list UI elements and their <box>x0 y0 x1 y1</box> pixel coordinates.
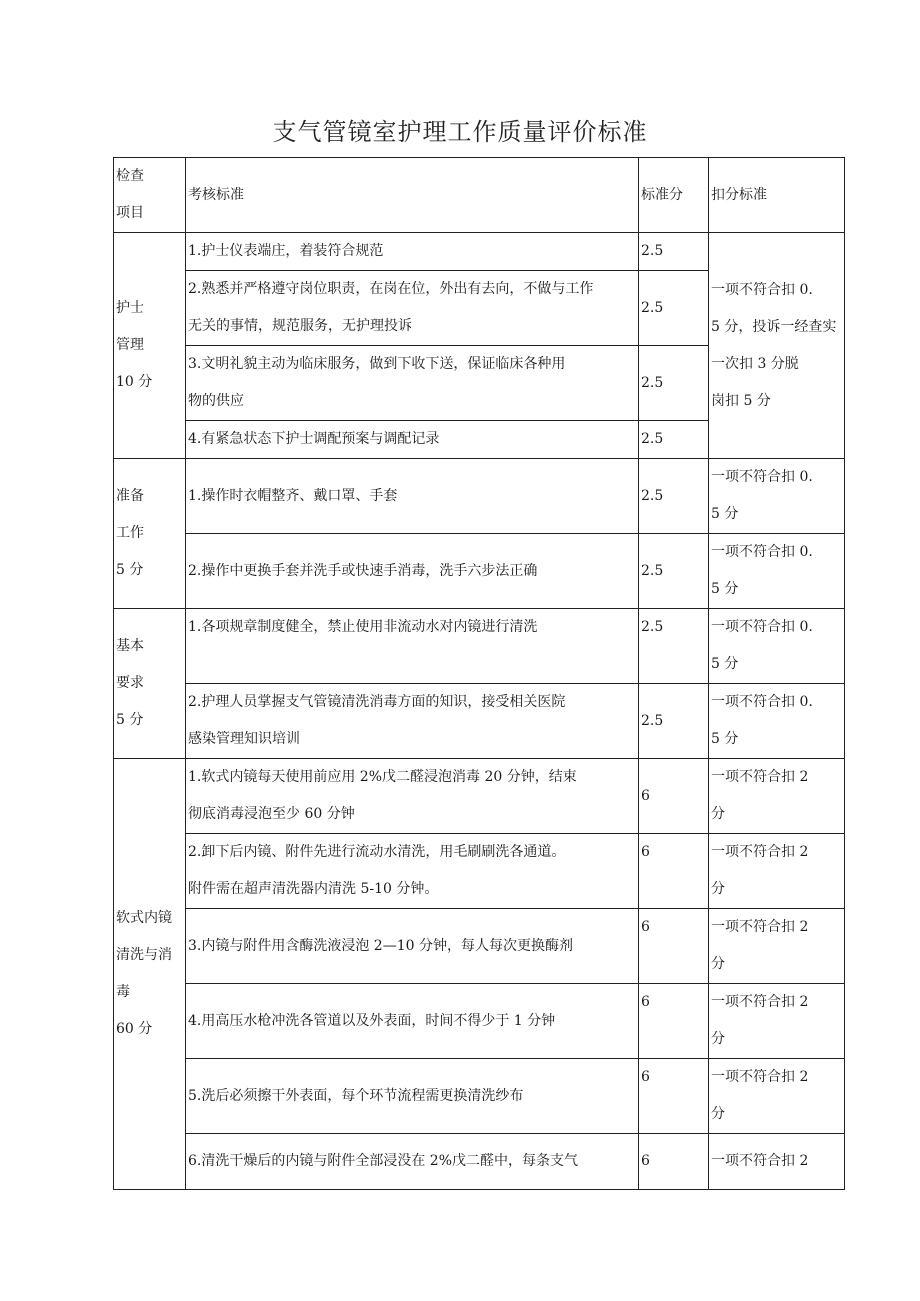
score-cell: 2.5 <box>639 271 709 346</box>
criteria-cell: 5.洗后必须擦干外表面，每个环节流程需更换清洗纱布 <box>186 1059 639 1134</box>
deduction-cell: 一项不符合扣 0. 5 分，投诉一经查实 一次扣 3 分脱 岗扣 5 分 <box>709 233 845 459</box>
score-cell: 2.5 <box>639 684 709 759</box>
score-cell: 6 <box>639 834 709 909</box>
criteria-cell: 2.卸下后内镜、附件先进行流动水清洗，用毛刷刷洗各通道。 附件需在超声清洗器内清洗 5-10 分钟。 <box>186 834 639 909</box>
criteria-cell: 4.用高压水枪冲洗各管道以及外表面，时间不得少于 1 分钟 <box>186 984 639 1059</box>
score-cell: 6 <box>639 1134 709 1190</box>
table-row <box>114 233 845 271</box>
criteria-cell: 2.护理人员掌握支气管镜清洗消毒方面的知识，接受相关医院 感染管理知识培训 <box>186 684 639 759</box>
deduction-cell: 一项不符合扣 2 分 <box>709 834 845 909</box>
score-cell: 6 <box>639 759 709 834</box>
table-row <box>114 1059 845 1134</box>
section-name: 基本 要求 5 分 <box>114 609 186 759</box>
table-row <box>114 534 845 609</box>
table-row <box>114 1134 845 1190</box>
table-row <box>114 459 845 534</box>
header-item: 检查 项目 <box>114 158 186 233</box>
criteria-cell: 6.清洗干燥后的内镜与附件全部浸没在 2%戊二醛中，每条支气 <box>186 1134 639 1190</box>
criteria-cell: 1.护士仪表端庄，着装符合规范 <box>186 233 639 271</box>
criteria-cell: 2.操作中更换手套并洗手或快速手消毒，洗手六步法正确 <box>186 534 639 609</box>
score-cell: 6 <box>639 984 709 1059</box>
deduction-cell: 一项不符合扣 2 分 <box>709 984 845 1059</box>
criteria-cell: 3.文明礼貌主动为临床服务，做到下收下送，保证临床各种用 物的供应 <box>186 346 639 421</box>
deduction-cell: 一项不符合扣 2 分 <box>709 759 845 834</box>
header-score: 标准分 <box>639 158 709 233</box>
criteria-cell: 3.内镜与附件用含酶洗液浸泡 2—10 分钟，每人每次更换酶剂 <box>186 909 639 984</box>
deduction-cell: 一项不符合扣 2 <box>709 1134 845 1190</box>
score-cell: 2.5 <box>639 534 709 609</box>
table-header-row <box>114 158 845 233</box>
table-row <box>114 834 845 909</box>
score-cell: 2.5 <box>639 233 709 271</box>
table-row <box>114 909 845 984</box>
criteria-cell: 1.操作时衣帽整齐、戴口罩、手套 <box>186 459 639 534</box>
section-name: 护士 管理 10 分 <box>114 233 186 459</box>
table-row <box>114 684 845 759</box>
table-row <box>114 609 845 684</box>
score-cell: 2.5 <box>639 346 709 421</box>
evaluation-table <box>113 157 845 1190</box>
criteria-cell: 2.熟悉并严格遵守岗位职责，在岗在位，外出有去向，不做与工作 无关的事情，规范服务，无护理投诉 <box>186 271 639 346</box>
score-cell: 2.5 <box>639 609 709 684</box>
deduction-cell: 一项不符合扣 0. 5 分 <box>709 609 845 684</box>
section-name: 准备 工作 5 分 <box>114 459 186 609</box>
deduction-cell: 一项不符合扣 0. 5 分 <box>709 534 845 609</box>
criteria-cell: 1.各项规章制度健全，禁止使用非流动水对内镜进行清洗 <box>186 609 639 684</box>
criteria-cell: 1.软式内镜每天使用前应用 2%戊二醛浸泡消毒 20 分钟，结束 彻底消毒浸泡至少 60 分钟 <box>186 759 639 834</box>
score-cell: 6 <box>639 909 709 984</box>
score-cell: 6 <box>639 1059 709 1134</box>
page-title: 支气管镜室护理工作质量评价标准 <box>272 118 648 146</box>
deduction-cell: 一项不符合扣 2 分 <box>709 1059 845 1134</box>
criteria-cell: 4.有紧急状态下护士调配预案与调配记录 <box>186 421 639 459</box>
table-row <box>114 759 845 834</box>
deduction-cell: 一项不符合扣 0. 5 分 <box>709 459 845 534</box>
section-name: 软式内镜 清洗与消 毒 60 分 <box>114 759 186 1190</box>
score-cell: 2.5 <box>639 421 709 459</box>
table-row <box>114 984 845 1059</box>
score-cell: 2.5 <box>639 459 709 534</box>
deduction-cell: 一项不符合扣 0. 5 分 <box>709 684 845 759</box>
header-deduction: 扣分标准 <box>709 158 845 233</box>
deduction-cell: 一项不符合扣 2 分 <box>709 909 845 984</box>
header-criteria: 考核标准 <box>186 158 639 233</box>
